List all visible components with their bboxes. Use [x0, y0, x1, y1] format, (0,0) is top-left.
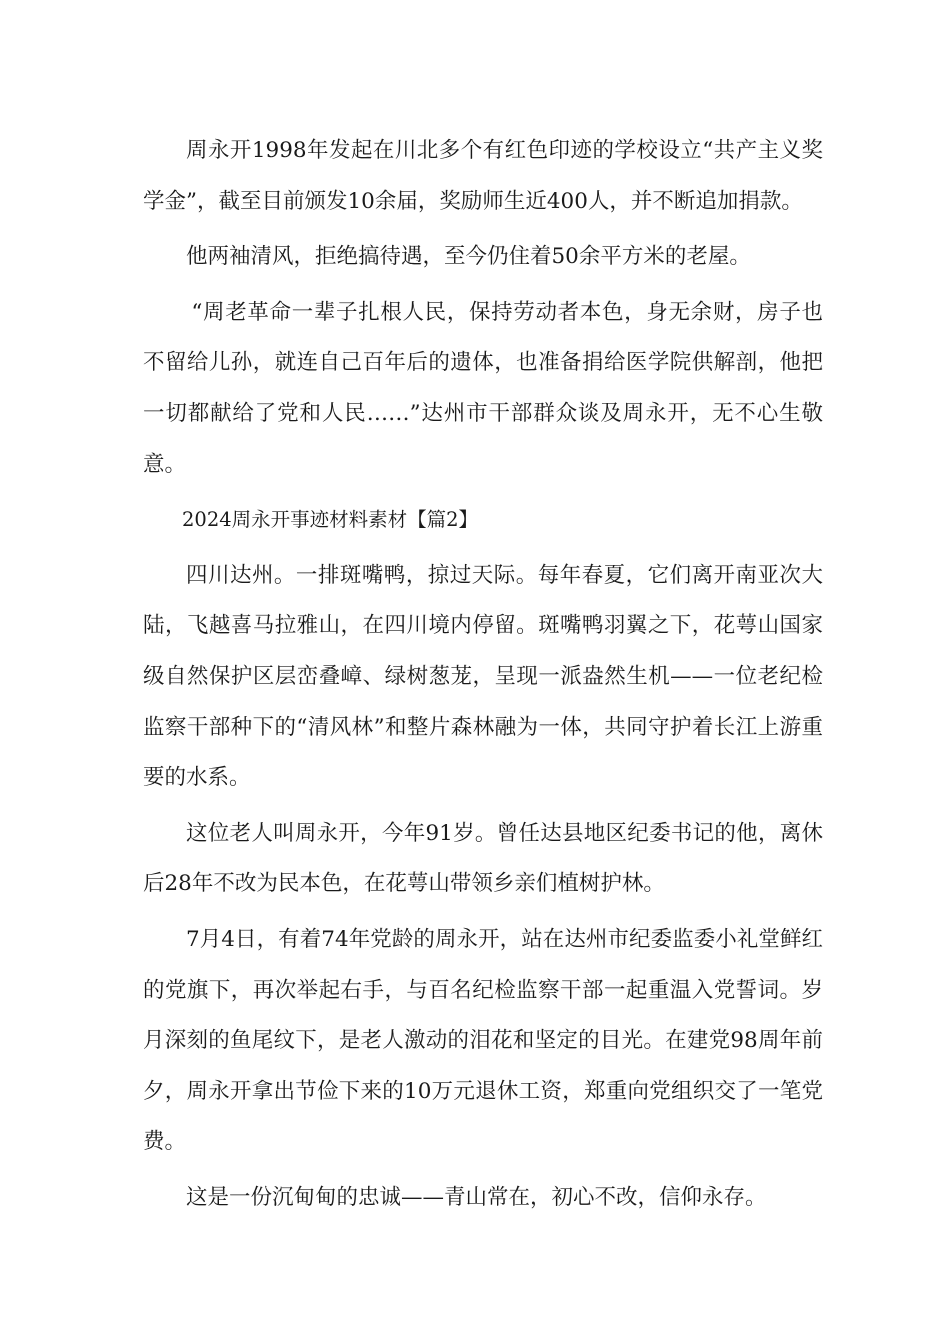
section-heading: 2024周永开事迹材料素材【篇2】 [182, 508, 479, 532]
document-page [143, 126, 823, 1228]
paragraph-old-house: 他两袖清风，拒绝搞待遇，至今仍住着50余平方米的老屋。 [186, 244, 751, 270]
paragraph-old-man: 这位老人叫周永开，今年91岁。曾任达县地区纪委书记的他，离休后28年不改为民本色，在花萼山带领乡亲们植树护林。 [143, 820, 823, 897]
paragraph-july-fourth: 7月4日，有着74年党龄的周永开，站在达州市纪委监委小礼堂鲜红的党旗下，再次举起右手，与百名纪检监察干部一起重温入党誓词。岁月深刻的鱼尾纹下，是老人激动的泪花和坚定的目光。在建党98周年前夕，周永开拿出节俭下来的10万元退休工资，郑重向党组织交了一笔党费。 [143, 926, 823, 1155]
paragraph-loyalty: 这是一份沉甸甸的忠诚——青山常在，初心不改，信仰永存。 [186, 1184, 767, 1210]
paragraph-sichuan-dazhou: 四川达州。一排斑嘴鸭，掠过天际。每年春夏，它们离开南亚次大陆，飞越喜马拉雅山，在四川境内停留。斑嘴鸭羽翼之下，花萼山国家级自然保护区层峦叠嶂、绿树葱茏，呈现一派盎然生机——一位老纪检监察干部种下的“清风林”和整片森林融为一体，共同守护着长江上游重要的水系。 [143, 562, 823, 791]
paragraph-quote: “周老革命一辈子扎根人民，保持劳动者本色，身无余财，房子也不留给儿孙，就连自己百年后的遗体，也准备捐给医学院供解剖，他把一切都献给了党和人民……”达州市干部群众谈及周永开，无不心生敬意。 [143, 299, 823, 477]
paragraph-scholarship: 周永开1998年发起在川北多个有红色印迹的学校设立“共产主义奖学金”，截至目前颁发10余届，奖励师生近400人，并不断追加捐款。 [143, 138, 823, 214]
